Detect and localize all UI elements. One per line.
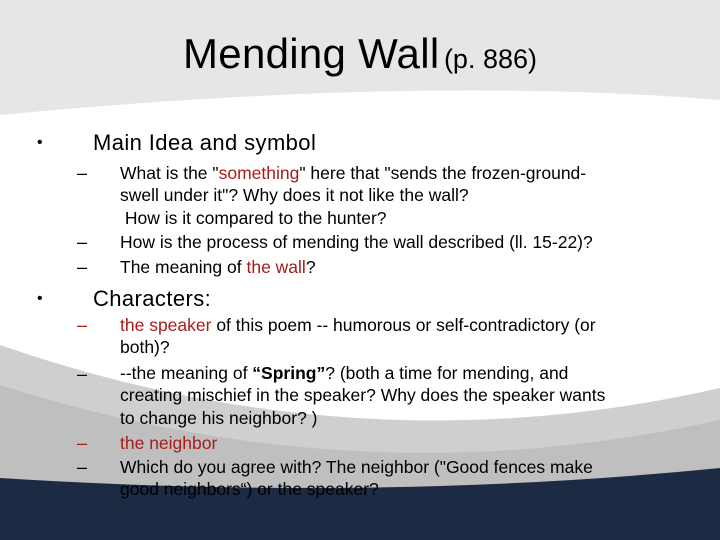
dash-marker: – bbox=[77, 232, 88, 252]
highlight-the-neighbor: the neighbor bbox=[120, 433, 218, 453]
dash-marker: – bbox=[77, 315, 88, 335]
text-line: creating mischief in the speaker? Why does the speaker wants bbox=[120, 385, 606, 406]
dash-marker: – bbox=[77, 257, 88, 277]
bullet-marker: • bbox=[37, 134, 43, 151]
dash-marker: – bbox=[77, 163, 88, 183]
list-item-something bbox=[120, 162, 586, 229]
dash-marker: – bbox=[77, 457, 88, 477]
highlight-the-wall: the wall bbox=[246, 257, 306, 277]
bold-spring: “Spring” bbox=[252, 363, 326, 383]
list-item-speaker bbox=[120, 314, 596, 359]
dash-marker: – bbox=[77, 433, 88, 453]
text-line: How is the process of mending the wall described (ll. 15-22)? bbox=[120, 232, 593, 252]
slide-title bbox=[0, 30, 720, 78]
text-line: How is it compared to the hunter? bbox=[120, 207, 387, 228]
dash-marker: – bbox=[77, 364, 88, 384]
title-text: Mending Wall bbox=[183, 30, 440, 77]
highlight-something: something bbox=[218, 163, 300, 183]
text-line: good neighbors“) or the speaker? bbox=[120, 479, 379, 500]
list-item-spring bbox=[120, 362, 605, 429]
highlight-the-speaker: the speaker bbox=[120, 315, 212, 335]
title-page-reference: (p. 886) bbox=[443, 44, 537, 74]
text-line: to change his neighbor? ) bbox=[120, 407, 318, 428]
text-line: Which do you agree with? The neighbor ("Good fences make bbox=[120, 457, 593, 477]
text-line: What is the "something" here that "sends the frozen-ground- bbox=[120, 163, 587, 183]
bullet-marker: • bbox=[37, 290, 43, 307]
list-item-meaning-of-wall bbox=[120, 256, 316, 278]
text-line: --the meaning of “Spring”? (both a time for mending, and bbox=[120, 363, 569, 383]
text-line: the speaker of this poem -- humorous or self-contradictory (or bbox=[120, 315, 596, 335]
section-heading-characters: Characters: bbox=[93, 286, 212, 311]
section-heading-main-idea: Main Idea and symbol bbox=[93, 130, 317, 155]
text-line: The meaning of the wall? bbox=[120, 257, 316, 277]
list-item-neighbor bbox=[120, 432, 217, 454]
list-item-agree bbox=[120, 456, 593, 501]
text-line: swell under it"? Why does it not like the wall? bbox=[120, 185, 469, 206]
list-item-process bbox=[120, 231, 593, 253]
text-line: both)? bbox=[120, 337, 170, 358]
